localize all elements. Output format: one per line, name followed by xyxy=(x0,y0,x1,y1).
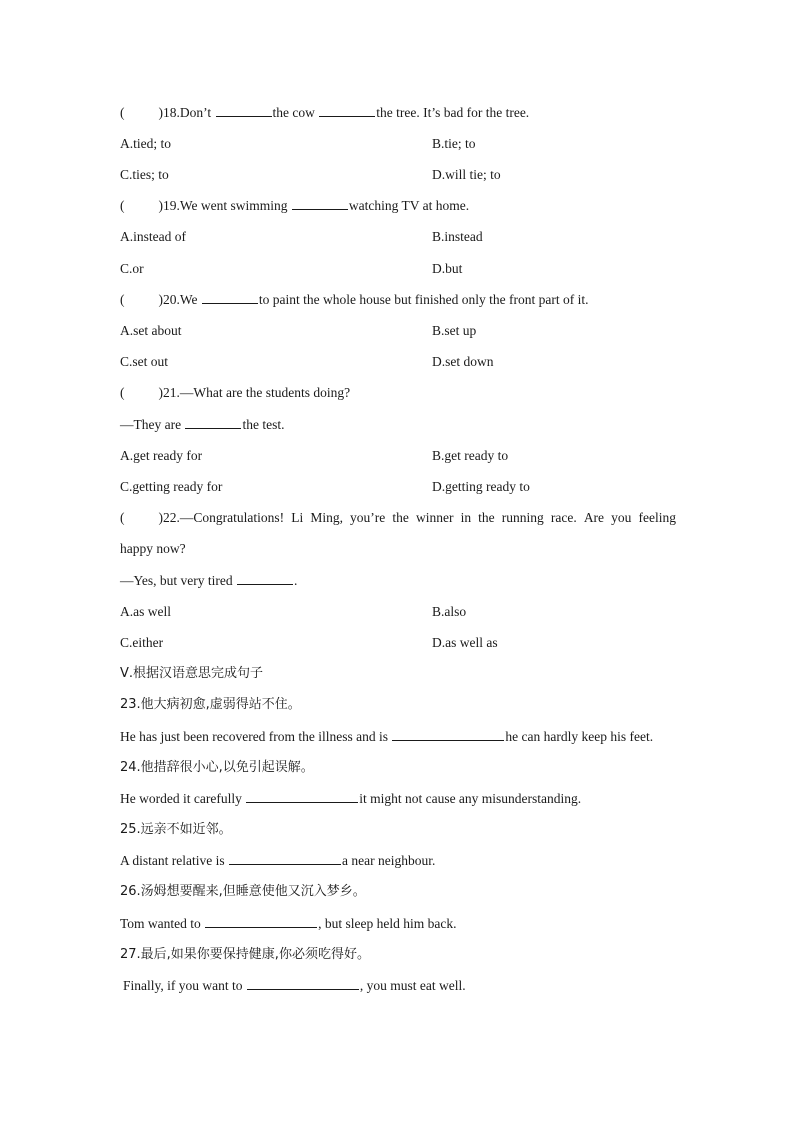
section-title: Ⅴ.根据汉语意思完成句子 xyxy=(120,666,264,681)
sentence-23-english xyxy=(120,728,653,746)
sentence-text-post: he can hardly keep his feet. xyxy=(505,729,654,744)
option-b[interactable]: B.instead xyxy=(432,229,483,244)
question-19 xyxy=(120,197,469,215)
word: —Congratulations! xyxy=(179,510,285,525)
question-text-pre: We xyxy=(179,292,201,307)
question-21-response xyxy=(120,416,284,434)
sentence-text-post: , but sleep held him back. xyxy=(318,916,457,931)
response-text-post: the test. xyxy=(242,417,285,432)
answer-blank[interactable] xyxy=(292,197,348,210)
option-d[interactable]: D.set down xyxy=(432,354,494,369)
word: Ming, xyxy=(310,510,343,525)
answer-blank[interactable] xyxy=(246,790,358,803)
word: running xyxy=(501,510,544,525)
sentence-27-chinese: 27.最后,如果你要保持健康,你必须吃得好。 xyxy=(120,947,370,962)
sentence-text-pre: Tom wanted to xyxy=(120,916,205,931)
question-text-pre: Don’t xyxy=(179,105,215,120)
response-text-pre: —They are xyxy=(120,417,185,432)
question-text-post: to paint the whole house but finished only the front part of it. xyxy=(258,292,589,307)
option-a[interactable]: A.as well xyxy=(120,604,171,619)
option-d[interactable]: D.getting ready to xyxy=(432,479,530,494)
word: the xyxy=(478,510,495,525)
question-lead xyxy=(120,509,284,527)
option-d[interactable]: D.will tie; to xyxy=(432,167,501,182)
option-b[interactable]: B.set up xyxy=(432,323,477,338)
question-number: )19. xyxy=(158,198,180,213)
sentence-26-english xyxy=(120,915,457,933)
question-20 xyxy=(120,291,588,309)
response-text-post: . xyxy=(294,573,298,588)
question-text-post: the tree. It’s bad for the tree. xyxy=(376,105,530,120)
answer-blank[interactable] xyxy=(237,572,293,585)
option-d[interactable]: D.but xyxy=(432,261,463,276)
question-22-continued: happy now? xyxy=(120,541,186,556)
question-number: )20. xyxy=(158,292,180,307)
option-c[interactable]: C.set out xyxy=(120,354,169,369)
question-number: )21. xyxy=(158,385,180,400)
answer-blank[interactable] xyxy=(229,852,341,865)
paren-open: ( xyxy=(120,198,125,213)
sentence-text-pre: Finally, if you want to xyxy=(123,978,246,993)
option-c[interactable]: C.either xyxy=(120,635,164,650)
answer-blank[interactable] xyxy=(205,915,317,928)
sentence-26-chinese: 26.汤姆想要醒来,但睡意使他又沉入梦乡。 xyxy=(120,884,366,899)
word: in xyxy=(460,510,472,525)
sentence-25-english xyxy=(120,852,435,870)
question-text-pre: We went swimming xyxy=(179,198,291,213)
option-b[interactable]: B.tie; to xyxy=(432,136,476,151)
option-c[interactable]: C.or xyxy=(120,261,144,276)
response-text-pre: —Yes, but very tired xyxy=(120,573,236,588)
paren-open: ( xyxy=(120,292,125,307)
word: winner xyxy=(415,510,454,525)
sentence-23-chinese: 23.他大病初愈,虚弱得站不住。 xyxy=(120,697,301,712)
sentence-24-english xyxy=(120,790,581,808)
option-a[interactable]: A.instead of xyxy=(120,229,186,244)
answer-blank[interactable] xyxy=(216,104,272,117)
question-18 xyxy=(120,104,529,122)
option-b[interactable]: B.get ready to xyxy=(432,448,509,463)
sentence-text-post: , you must eat well. xyxy=(359,978,466,993)
sentence-24-chinese: 24.他措辞很小心,以免引起误解。 xyxy=(120,760,314,775)
sentence-text-pre: He worded it carefully xyxy=(120,791,246,806)
option-a[interactable]: A.tied; to xyxy=(120,136,171,151)
word: Are xyxy=(583,510,605,525)
paren-open: ( xyxy=(120,385,125,400)
option-a[interactable]: A.set about xyxy=(120,323,182,338)
answer-blank[interactable] xyxy=(247,977,359,990)
option-b[interactable]: B.also xyxy=(432,604,467,619)
option-c[interactable]: C.ties; to xyxy=(120,167,169,182)
answer-blank[interactable] xyxy=(319,104,375,117)
answer-blank[interactable] xyxy=(202,291,258,304)
sentence-27-english xyxy=(123,977,466,995)
question-22-response xyxy=(120,572,297,590)
question-text-post: watching TV at home. xyxy=(348,198,470,213)
word: the xyxy=(392,510,409,525)
question-number: )18. xyxy=(158,105,180,120)
question-22 xyxy=(120,509,676,527)
word: you’re xyxy=(350,510,386,525)
question-21 xyxy=(120,384,350,402)
question-text-mid: the cow xyxy=(272,105,319,120)
word: you xyxy=(611,510,632,525)
sentence-text-post: it might not cause any misunderstanding. xyxy=(359,791,582,806)
paren-open: ( xyxy=(120,105,125,120)
option-c[interactable]: C.getting ready for xyxy=(120,479,223,494)
question-number: )22. xyxy=(158,510,180,525)
answer-blank[interactable] xyxy=(392,728,504,741)
option-a[interactable]: A.get ready for xyxy=(120,448,203,463)
sentence-text-post: a near neighbour. xyxy=(341,853,436,868)
option-d[interactable]: D.as well as xyxy=(432,635,498,650)
answer-blank[interactable] xyxy=(185,416,241,429)
sentence-text-pre: A distant relative is xyxy=(120,853,228,868)
word: feeling xyxy=(638,510,676,525)
word: Li xyxy=(291,510,304,525)
question-text-pre: —What are the students doing? xyxy=(179,385,351,400)
sentence-25-chinese: 25.远亲不如近邻。 xyxy=(120,822,232,837)
sentence-text-pre: He has just been recovered from the illness and is xyxy=(120,729,392,744)
paren-open: ( xyxy=(120,510,125,525)
word: race. xyxy=(550,510,577,525)
